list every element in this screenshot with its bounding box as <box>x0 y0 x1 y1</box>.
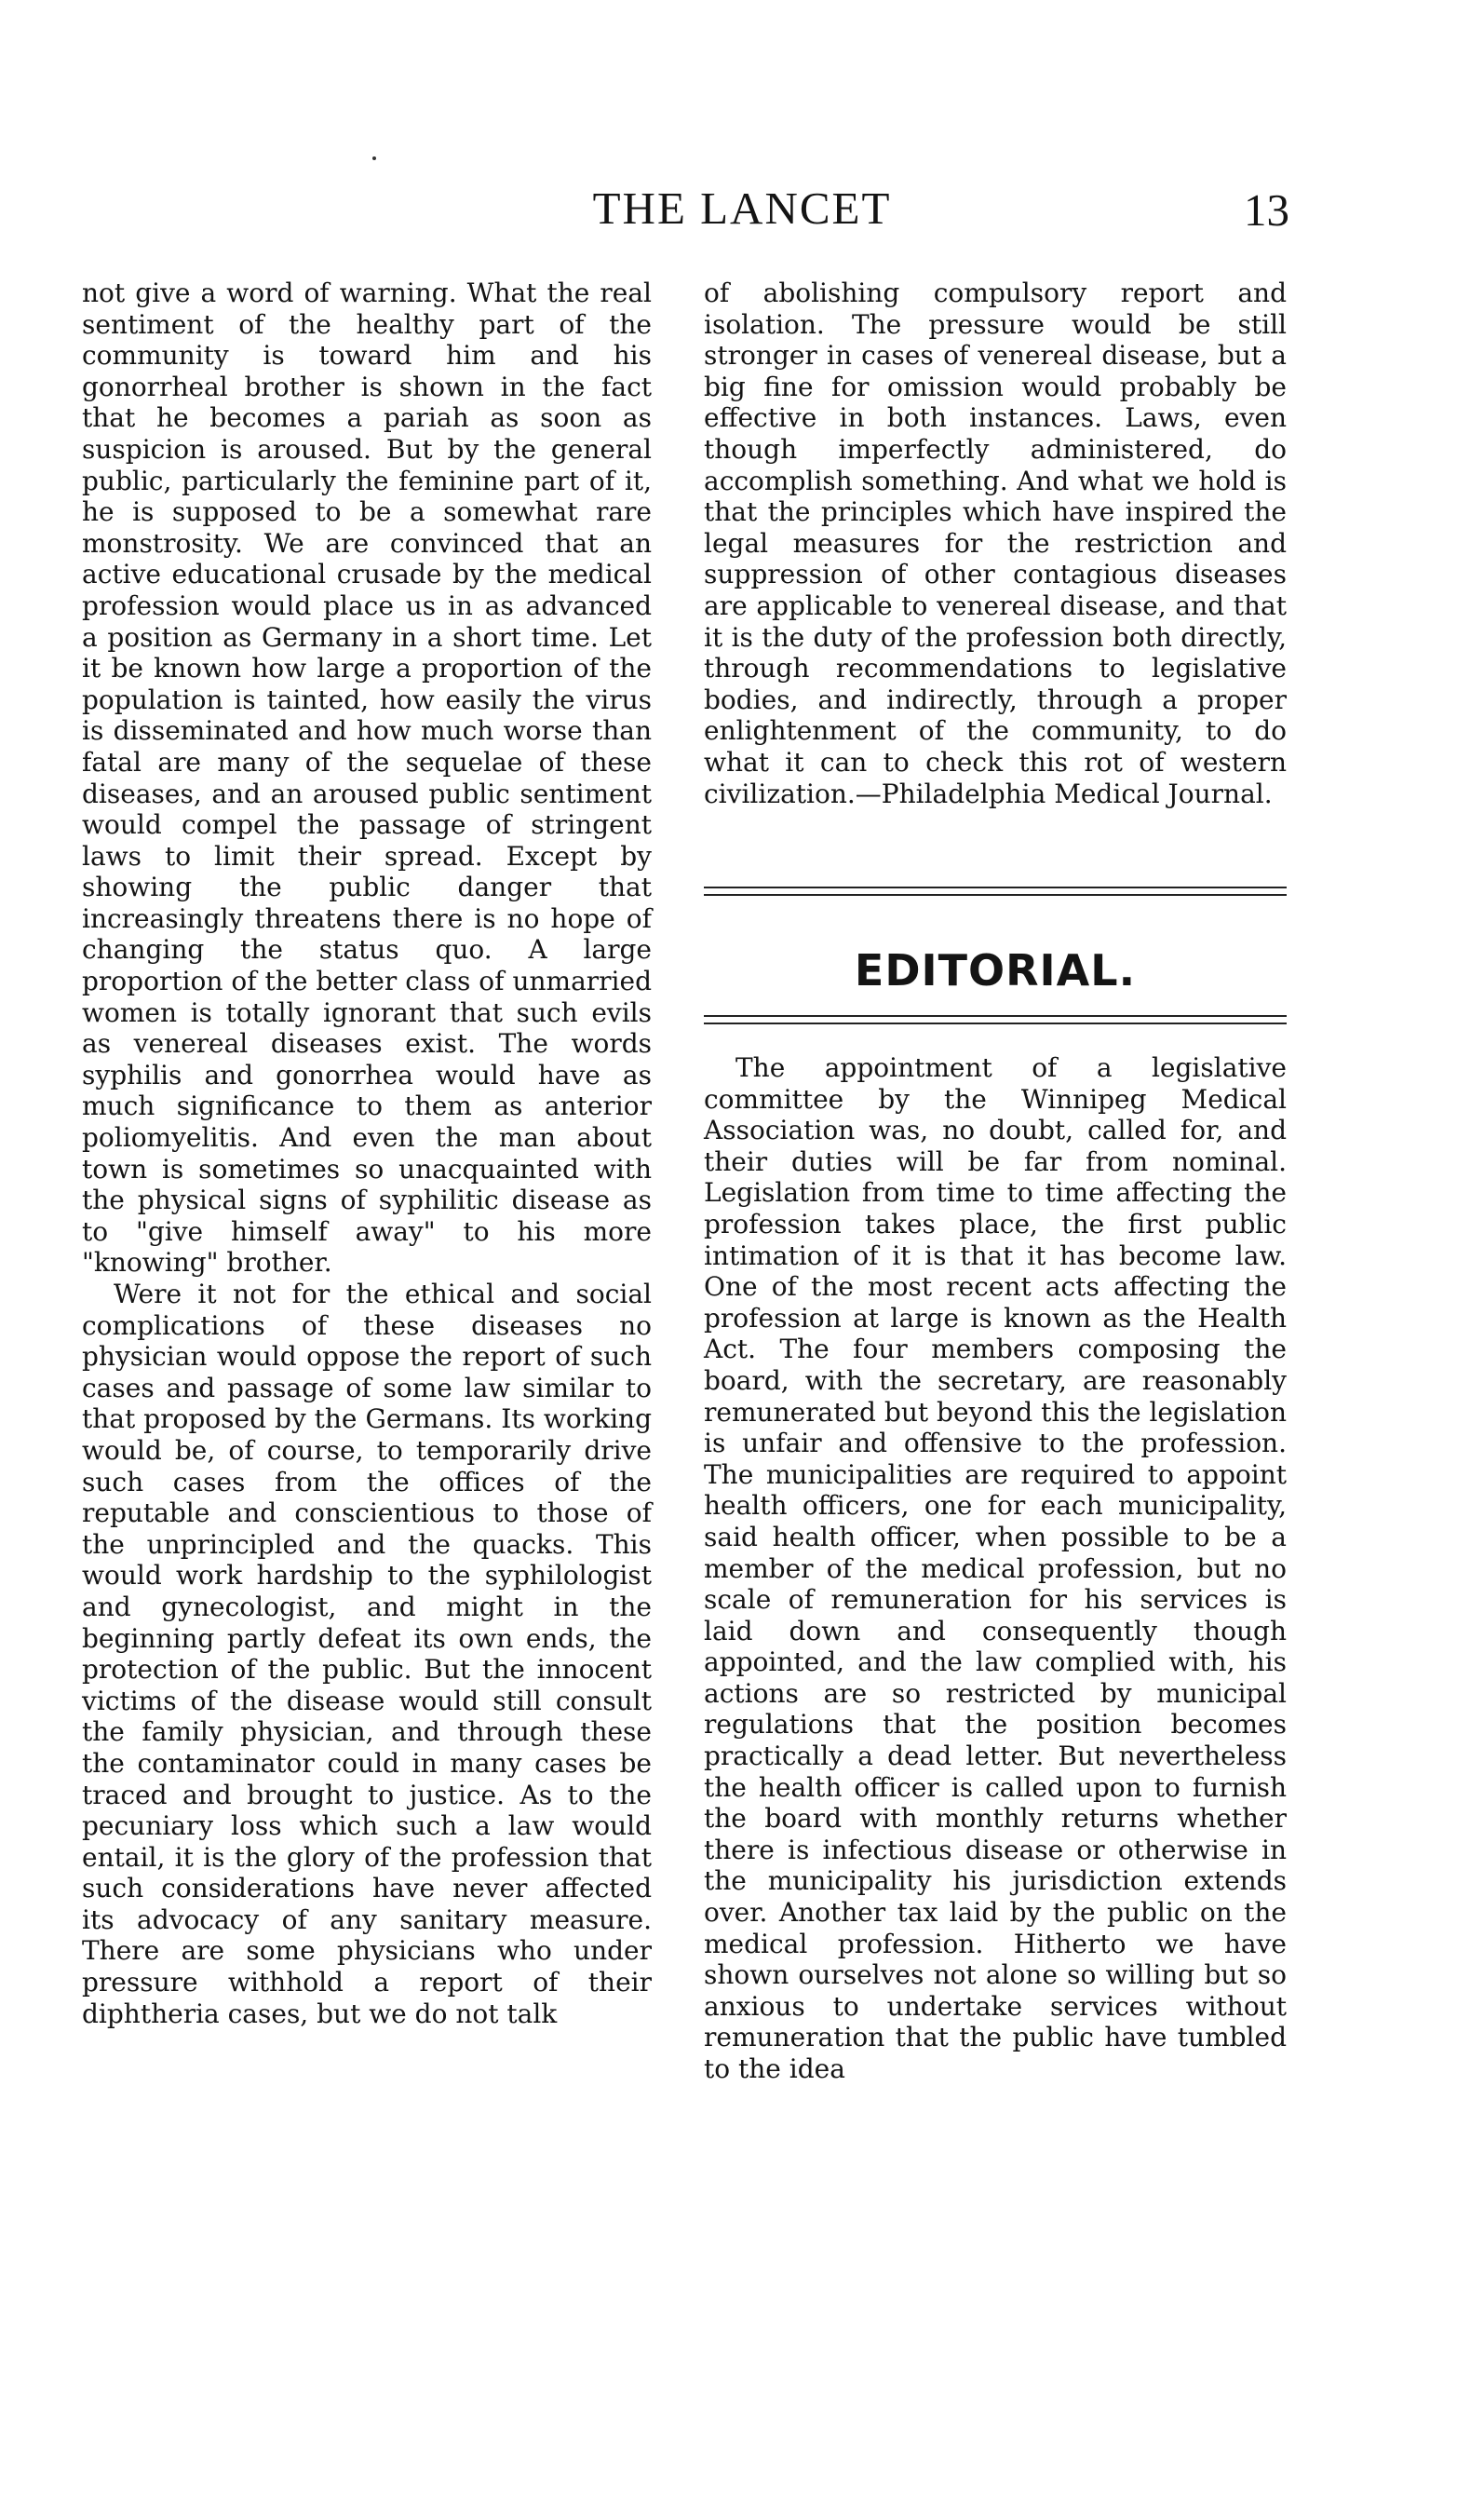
editorial-column <box>704 1052 1287 2085</box>
section-rule-bottom-1 <box>704 1015 1287 1017</box>
editorial-paragraph-1: The appointment of a legislative committee by the Winnipeg Medical Association was, no doubt, called for, and their duties will be far from nominal. Legislation from time to time affecting the profession takes place, the first public intimation of it is that it has become law. One of the most recent acts affecting the profession at large is known as the Health Act. The four members composing the board, with the secretary, are reasonably remunerated but beyond this the legislation is unfair and offensive to the profession. The municipalities are required to appoint health officers, one for each municipality, said health officer, when possible to be a member of the medical profession, but no scale of remuneration for his services is laid down and consequently though appointed, and the law complied with, his actions are so restricted by municipal regulations that the position becomes practically a dead letter. But nevertheless the health officer is called upon to furnish the board with monthly returns whether there is infectious disease or otherwise in the municipality his jurisdiction extends over. Another tax laid by the public on the medical profession. Hitherto we have shown ourselves not alone so willing but so anxious to undertake services without remuneration that the public have tumbled to the idea <box>704 1052 1287 2084</box>
left-column <box>82 278 652 2029</box>
right-column-top <box>704 278 1287 809</box>
left-paragraph-2: Were it not for the ethical and social complications of these diseases no physician would oppose the report of such cases and passage of some law similar to that proposed by the Germans. Its working would be, of course, to temporarily drive such cases from the offices of the reputable and conscientious to those of the unprincipled and the quacks. This would work hardship to the syphilologist and gynecologist, and might in the beginning partly defeat its own ends, the protection of the public. But the innocent victims of the disease would still consult the family physician, and through these the contaminator could in many cases be traced and brought to justice. As to the pecuniary loss which such a law would entail, it is the glory of the profession that such considerations have never affected its advocacy of any sanitary measure. There are some physicians who under pressure withhold a report of their diphtheria cases, but we do not talk <box>82 1279 652 2029</box>
editorial-heading: EDITORIAL. <box>854 945 1137 996</box>
left-paragraph-1: not give a word of warning. What the real sentiment of the healthy part of the community is toward him and his gonorrheal brother is shown in the fact that he becomes a pariah as soon as suspicion is aroused. But by the general public, particularly the feminine part of it, he is supposed to be a somewhat rare monstrosity. We are convinced that an active educational crusade by the medical profession would place us in as advanced a position as Germany in a short time. Let it be known how large a proportion of the population is tainted, how easily the virus is disseminated and how much worse than fatal are many of the sequelae of these diseases, and an aroused public sentiment would compel the passage of stringent laws to limit their spread. Except by showing the public danger that increasingly threatens there is no hope of changing the status quo. A large proportion of the better class of unmarried women is totally ignorant that such evils as venereal diseases exist. The words syphilis and gonorrhea would have as much significance to them as anterior poliomyelitis. And even the man about town is sometimes so unacquainted with the physical signs of syphilitic disease as to "give himself away" to his more "knowing" brother. <box>82 278 652 1279</box>
section-rule-bottom-2 <box>704 1023 1287 1024</box>
stray-mark <box>372 156 376 160</box>
section-rule-top-2 <box>704 894 1287 896</box>
running-title: THE LANCET <box>592 183 892 234</box>
page-number: 13 <box>1244 184 1289 236</box>
right-paragraph-1: of abolishing compulsory report and isolation. The pressure would be still stronger in cases of venereal disease, but a big fine for omission would probably be effective in both instances. Laws, even though imperfectly administered, do accomplish something. And what we hold is that the principles which have inspired the legal measures for the restriction and suppression of other contagious diseases are applicable to venereal disease, and that it is the duty of the profession both directly, through recommendations to legislative bodies, and indirectly, through a proper enlightenment of the community, to do what it can to check this rot of western civilization.—Philadelphia Medical Journal. <box>704 278 1287 809</box>
section-rule-top-1 <box>704 887 1287 888</box>
